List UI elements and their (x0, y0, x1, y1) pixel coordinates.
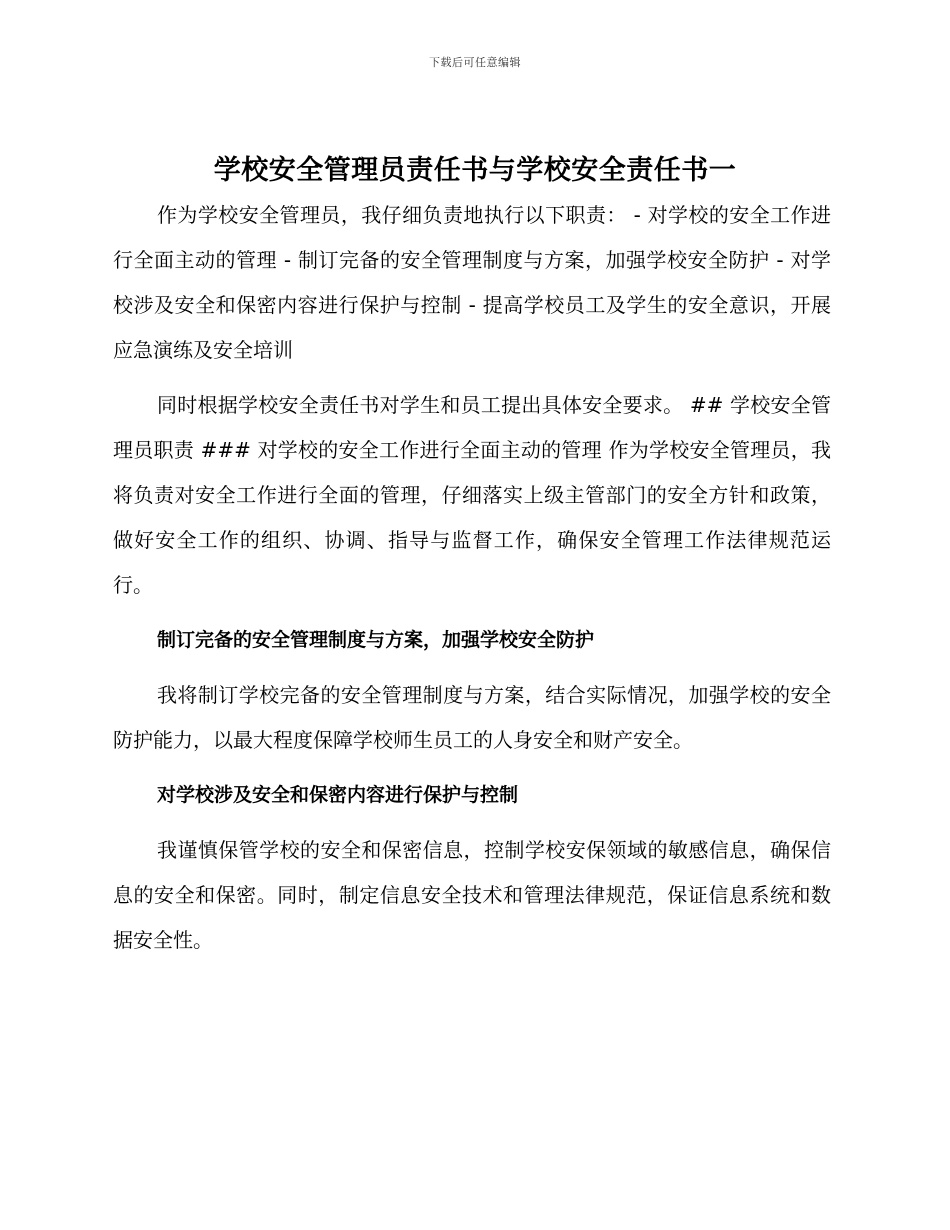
document-title: 学校安全管理员责任书与学校安全责任书一 (213, 155, 737, 186)
header-note: 下载后可任意编辑 (429, 56, 521, 69)
section-heading-management-system: 制订完备的安全管理制度与方案，加强学校安全防护 (157, 629, 595, 651)
paragraph-confidentiality: 我谨慎保管学校的安全和保密信息，控制学校安保领域的敏感信息，确保信息的安全和保密。同时，制定信息安全技术和管理法律规范，保证信息系统和数据安全性。 (113, 838, 831, 952)
document-body (113, 193, 831, 963)
paragraph-duties-list: 作为学校安全管理员，我仔细负责地执行以下职责： - 对学校的安全工作进行全面主动的管理 - 制订完备的安全管理制度与方案，加强学校安全防护 - 对学校涉及安全和保密内容进行保护与控制 - 提高学校员工及学生的安全意识，开展应急演练及安全培训 (113, 203, 831, 362)
paragraph-management-system: 我将制订学校完备的安全管理制度与方案，结合实际情况，加强学校的安全防护能力，以最大程度保障学校师生员工的人身安全和财产安全。 (113, 683, 831, 752)
paragraph-requirements: 同时根据学校安全责任书对学生和员工提出具体安全要求。 ## 学校安全管理员职责 ### 对学校的安全工作进行全面主动的管理 作为学校安全管理员，我将负责对安全工作进行全面的管理，仔细落实上级主管部门的安全方针和政策，做好安全工作的组织、协调、指导与监督工作，确保安全管理工作法律规范运行。 (113, 393, 831, 597)
section-heading-confidentiality: 对学校涉及安全和保密内容进行保护与控制 (157, 784, 519, 806)
